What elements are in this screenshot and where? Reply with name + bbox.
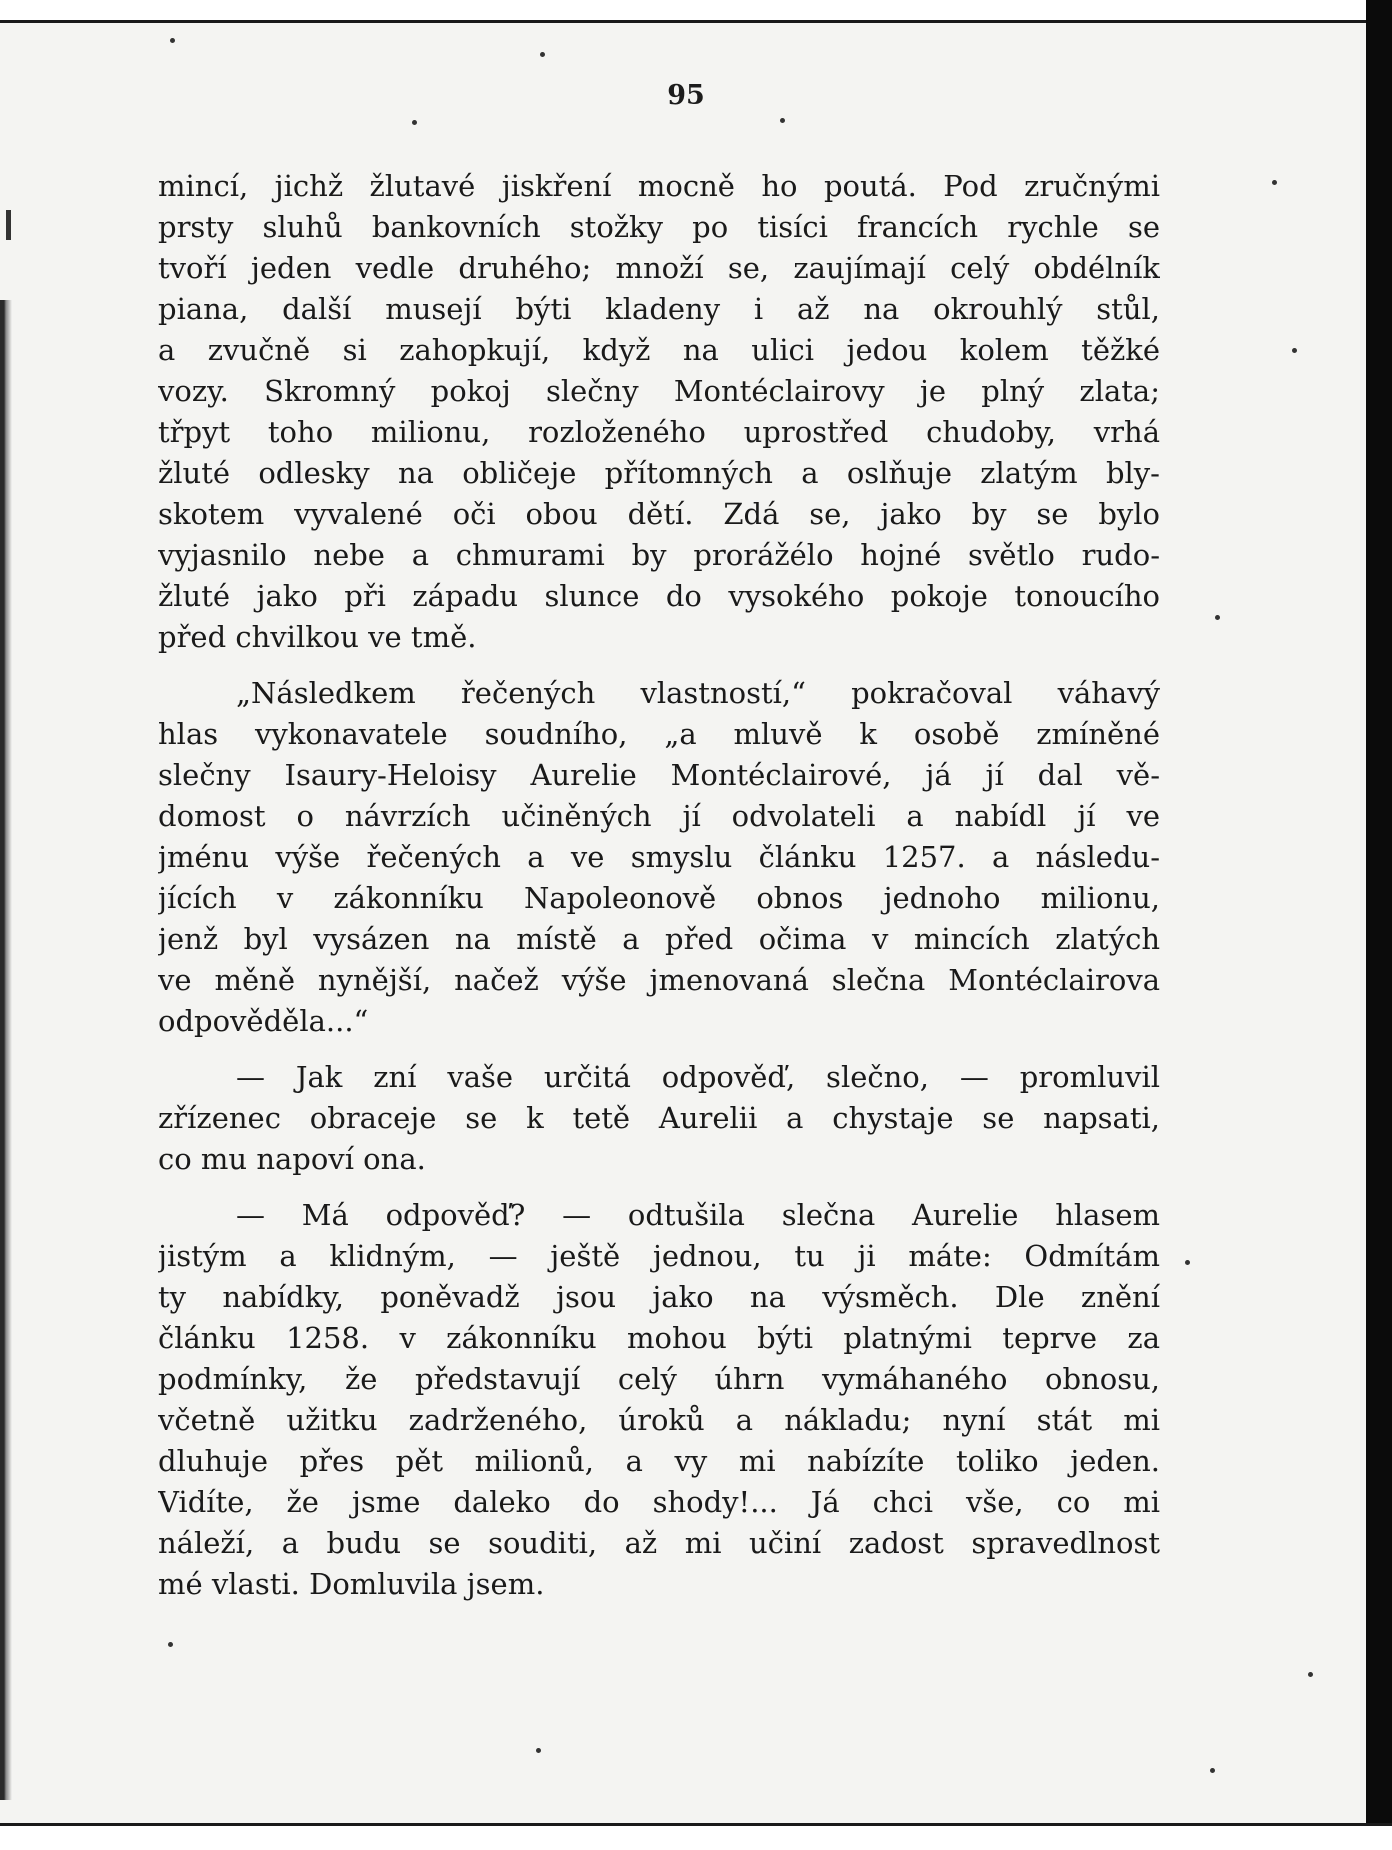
scan-speck xyxy=(1292,348,1297,353)
body-text xyxy=(158,166,1160,1605)
text-line: „Následkem řečených vlastností,“ pokračoval váhavý xyxy=(236,676,1160,710)
paragraph xyxy=(158,1195,1160,1605)
paragraph xyxy=(158,673,1160,1042)
text-line: prsty sluhů bankovních stožky po tisíci francích rychle se xyxy=(158,210,1160,244)
page-number: 95 xyxy=(667,80,705,111)
scan-speck xyxy=(1185,1260,1190,1265)
text-line: jenž byl vysázen na místě a před očima v mincích zlatých xyxy=(158,922,1160,956)
text-line: třpyt toho milionu, rozloženého uprostřed chudoby, vrhá xyxy=(158,415,1160,449)
text-line: hlas vykonavatele soudního, „a mluvě k osobě zmíněné xyxy=(158,717,1160,751)
scan-speck xyxy=(780,118,785,123)
scan-speck xyxy=(412,120,417,125)
text-line: mé vlasti. Domluvila jsem. xyxy=(158,1567,545,1601)
text-line: a zvučně si zahopkují, když na ulici jedou kolem těžké xyxy=(158,333,1160,367)
text-line: piana, další musejí býti kladeny i až na okrouhlý stůl, xyxy=(158,292,1160,326)
scan-left-mark xyxy=(6,210,11,240)
text-line: mincí, jichž žlutavé jiskření mocně ho poutá. Pod zručnými xyxy=(158,169,1160,203)
text-line: jménu výše řečených a ve smyslu článku 1257. a následu- xyxy=(158,840,1160,874)
scan-speck xyxy=(1308,1672,1313,1677)
scan-speck xyxy=(1272,180,1277,185)
text-line: odpověděla...“ xyxy=(158,1004,369,1038)
text-line: co mu napoví ona. xyxy=(158,1142,426,1176)
text-line: náleží, a budu se souditi, až mi učiní zadost spravedlnost xyxy=(158,1526,1160,1560)
scan-speck xyxy=(1210,1768,1215,1773)
scan-speck xyxy=(170,38,175,43)
text-line: Vidíte, že jsme daleko do shody!... Já chci vše, co mi xyxy=(158,1485,1160,1519)
scan-speck xyxy=(536,1748,541,1753)
text-line: domost o návrzích učiněných jí odvolateli a nabídl jí ve xyxy=(158,799,1160,833)
text-line: vozy. Skromný pokoj slečny Montéclairovy je plný zlata; xyxy=(158,374,1160,408)
text-line: slečny Isaury-Heloisy Aurelie Montéclairové, já jí dal vě- xyxy=(158,758,1160,792)
text-line: ty nabídky, poněvadž jsou jako na výsměch. Dle znění xyxy=(158,1280,1160,1314)
text-line: před chvilkou ve tmě. xyxy=(158,620,477,654)
text-line: skotem vyvalené oči obou dětí. Zdá se, jako by se bylo xyxy=(158,497,1160,531)
text-line: dluhuje přes pět milionů, a vy mi nabízíte toliko jeden. xyxy=(158,1444,1160,1478)
scan-speck xyxy=(168,1642,173,1647)
scan-left-edge xyxy=(0,300,14,1800)
text-line: jících v zákonníku Napoleonově obnos jednoho milionu, xyxy=(158,881,1160,915)
paragraph xyxy=(158,166,1160,658)
text-line: tvoří jeden vedle druhého; množí se, zaujímají celý obdélník xyxy=(158,251,1160,285)
scan-speck xyxy=(1215,615,1220,620)
text-line: vyjasnilo nebe a chmurami by prorážélo hojné světlo rudo- xyxy=(158,538,1160,572)
text-line: žluté odlesky na obličeje přítomných a oslňuje zlatým bly- xyxy=(158,456,1160,490)
text-line: včetně užitku zadrženého, úroků a nákladu; nyní stát mi xyxy=(158,1403,1160,1437)
scan-top-edge xyxy=(0,0,1392,23)
scan-bottom-edge xyxy=(0,1823,1392,1850)
text-line: — Jak zní vaše určitá odpověď, slečno, — promluvil xyxy=(236,1060,1160,1094)
text-line: podmínky, že představují celý úhrn vymáhaného obnosu, xyxy=(158,1362,1160,1396)
text-line: jistým a klidným, — ještě jednou, tu ji máte: Odmítám xyxy=(158,1239,1160,1273)
paragraph xyxy=(158,1057,1160,1180)
text-line: článku 1258. v zákonníku mohou býti platnými teprve za xyxy=(158,1321,1160,1355)
text-line: — Má odpověď? — odtušila slečna Aurelie hlasem xyxy=(236,1198,1160,1232)
text-line: ve měně nynější, načež výše jmenovaná slečna Montéclairova xyxy=(158,963,1160,997)
scan-speck xyxy=(540,52,545,57)
scan-right-edge xyxy=(1366,0,1392,1850)
text-line: zřízenec obraceje se k tetě Aurelii a chystaje se napsati, xyxy=(158,1101,1160,1135)
text-line: žluté jako při západu slunce do vysokého pokoje tonoucího xyxy=(158,579,1160,613)
